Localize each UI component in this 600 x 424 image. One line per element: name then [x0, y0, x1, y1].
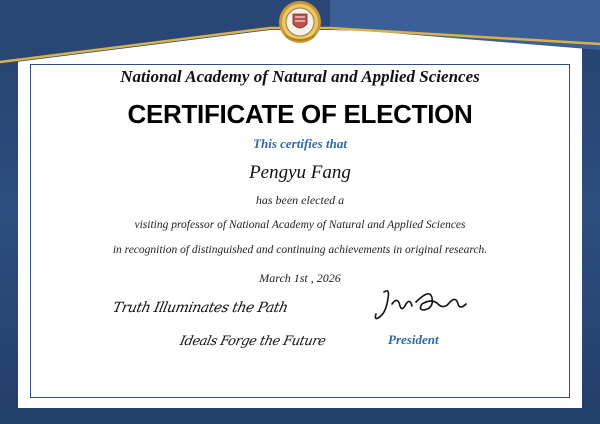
recipient-name: Pengyu Fang: [249, 162, 351, 183]
bottom-band: [0, 408, 600, 424]
handwritten-signature: [372, 284, 472, 326]
certificate-title: CERTIFICATE OF ELECTION: [127, 99, 473, 129]
elected-text: has been elected a: [255, 193, 345, 207]
motto-line-1: Truth Illuminates the Path: [111, 300, 290, 316]
emblem-seal-icon: [273, 0, 327, 50]
certificate-date: March 1st , 2026: [259, 271, 341, 285]
institution-name: National Academy of Natural and Applied Sciences: [120, 67, 480, 86]
signer-title: President: [388, 332, 439, 347]
certifies-text: This certifies that: [253, 136, 347, 151]
position-text: visiting professor of National Academy of Natural and Applied Sciences: [134, 219, 466, 231]
motto-line-2: Ideals Forge the Future: [178, 334, 327, 349]
recognition-text: in recognition of distinguished and continuing achievements in original research.: [112, 244, 488, 256]
